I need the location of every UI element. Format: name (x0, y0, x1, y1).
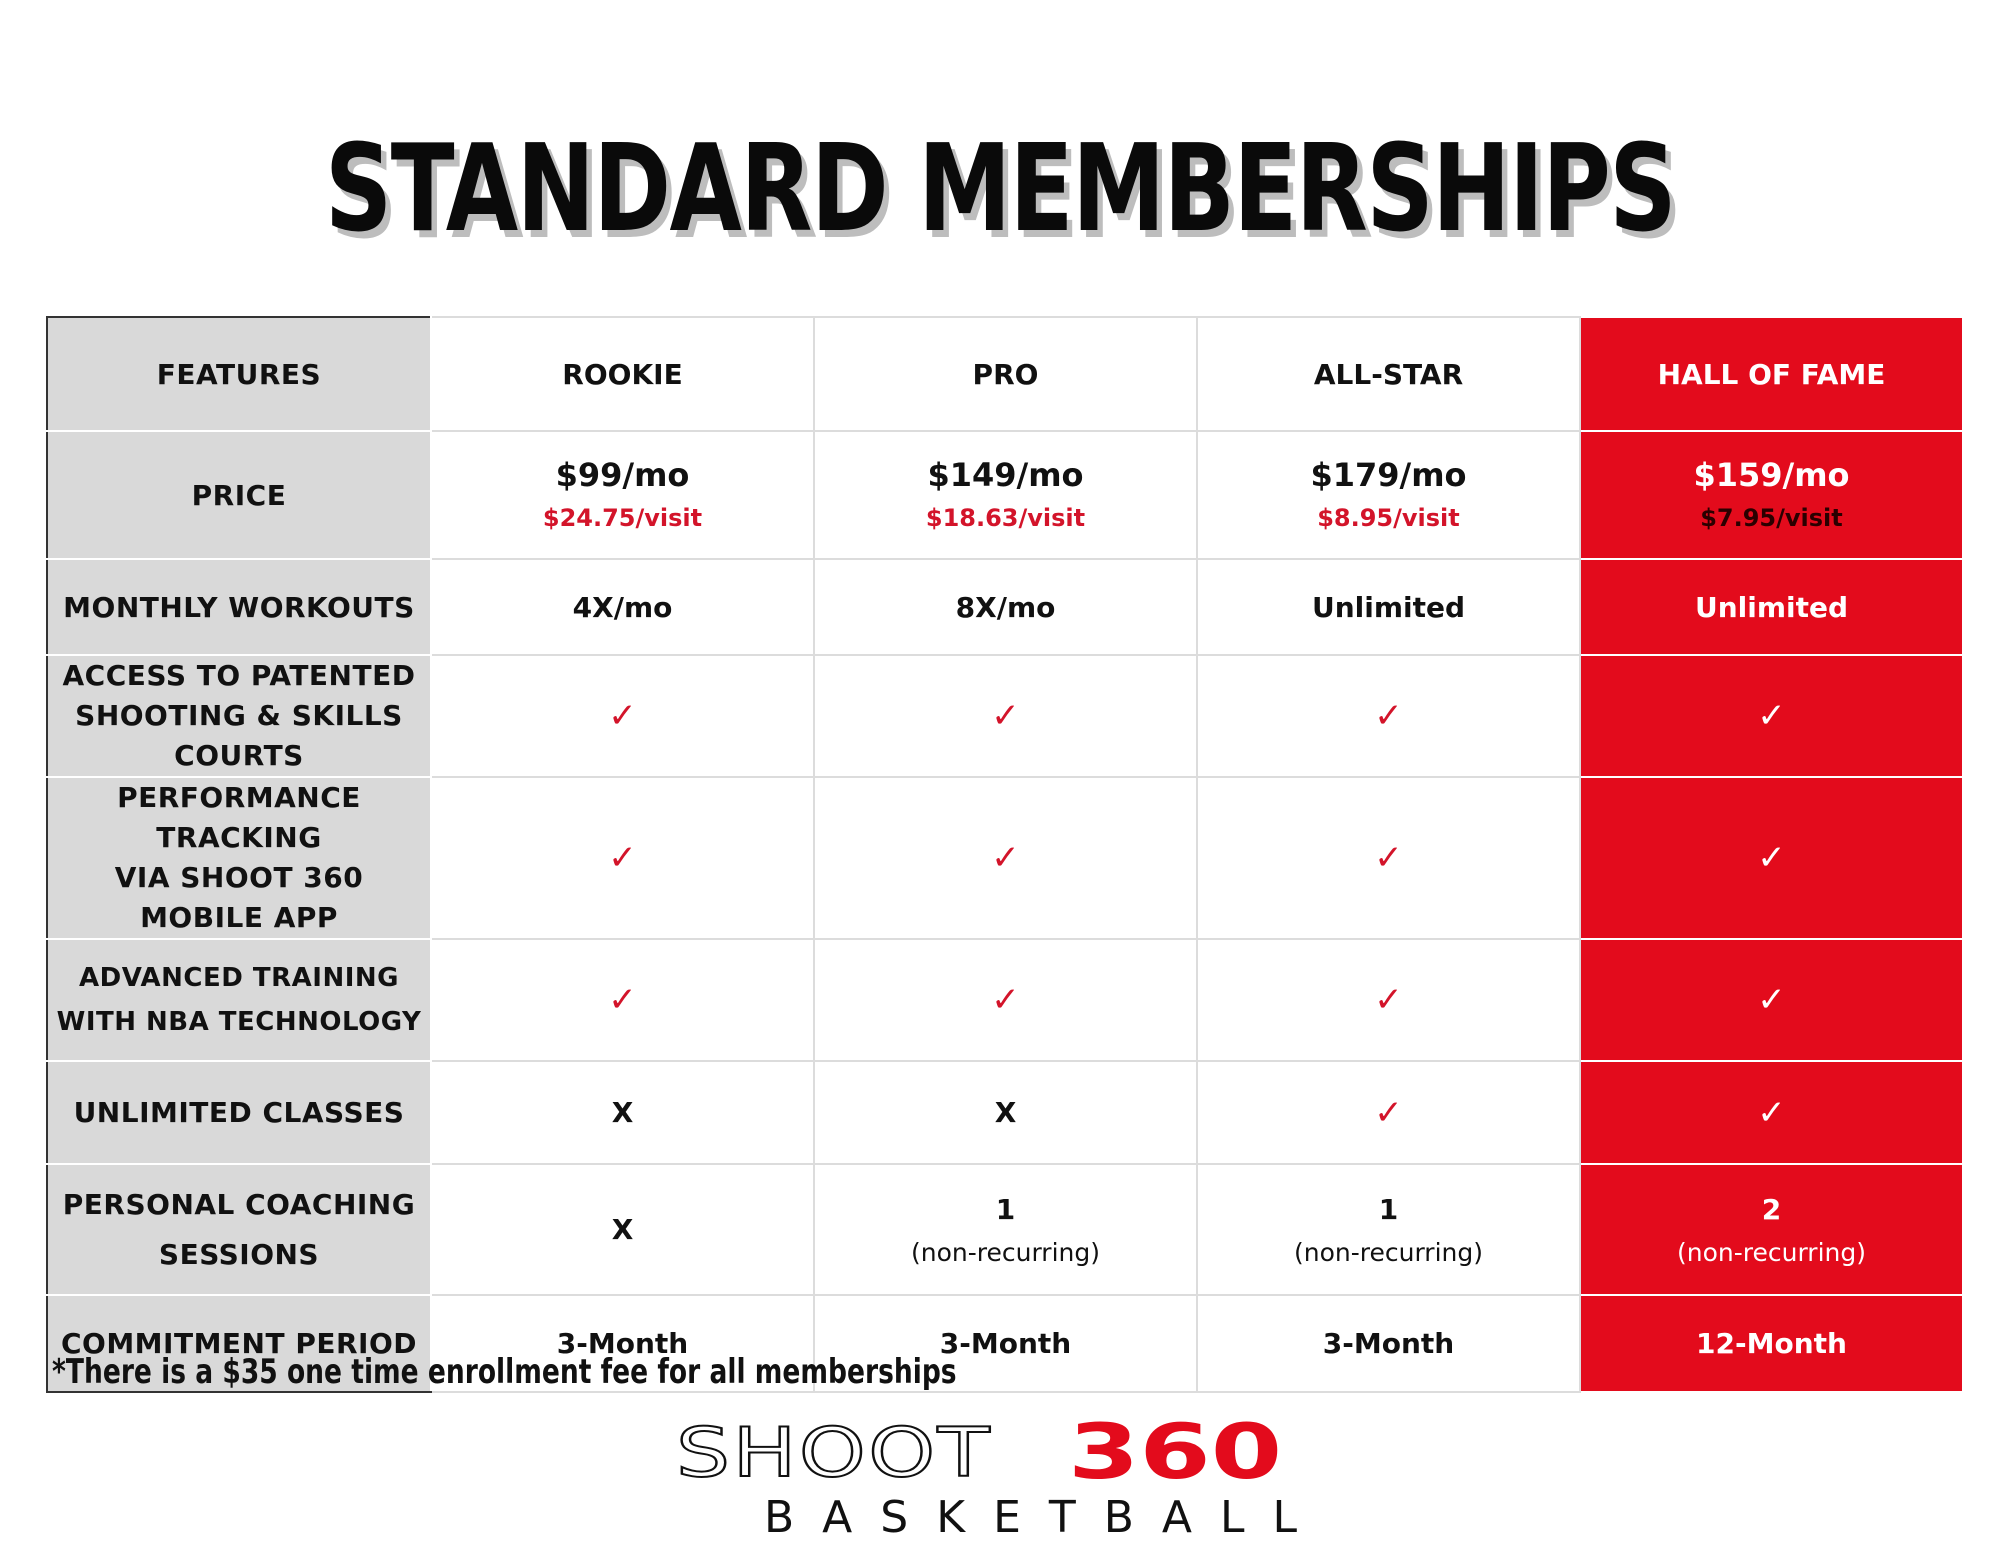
table-cell (814, 777, 1197, 939)
row-label-line: SESSIONS (158, 1237, 320, 1271)
row-label-coaching (47, 1164, 431, 1295)
row-label-workouts: MONTHLY WORKOUTS (47, 559, 431, 655)
table-cell (1197, 777, 1580, 939)
row-label-line: WITH NBA TECHNOLOGY (56, 1007, 422, 1037)
table-cell (814, 655, 1197, 777)
price-per-visit: $7.95/visit (1700, 504, 1843, 532)
session-note: (non-recurring) (1677, 1237, 1866, 1267)
table-cell: X (431, 1061, 814, 1164)
column-header-rookie: ROOKIE (431, 317, 814, 431)
check-icon: ✓ (1374, 838, 1403, 878)
table-cell: 3-Month (814, 1295, 1197, 1392)
table-cell: 3-Month (431, 1295, 814, 1392)
check-icon: ✓ (991, 980, 1020, 1020)
table-cell (1197, 1164, 1580, 1295)
table-cell: 3-Month (1197, 1295, 1580, 1392)
table-cell: 4X/mo (431, 559, 814, 655)
table-cell: Unlimited (1197, 559, 1580, 655)
table-cell (814, 939, 1197, 1061)
table-cell (1580, 1061, 1963, 1164)
check-icon: ✓ (1374, 696, 1403, 736)
session-count: 1 (1378, 1192, 1399, 1226)
row-label-line: ACCESS TO PATENTED (62, 659, 416, 692)
table-cell (814, 1164, 1197, 1295)
row-label-line: PERSONAL COACHING (62, 1187, 416, 1221)
check-icon: ✓ (1374, 1092, 1403, 1133)
table-row-price (47, 431, 1963, 559)
table-cell (431, 939, 814, 1061)
table-row-tracking (47, 777, 1963, 939)
price-cell-pro (814, 431, 1197, 559)
column-header-hall-of-fame: HALL OF FAME (1580, 317, 1963, 431)
table-cell: 8X/mo (814, 559, 1197, 655)
check-icon: ✓ (1757, 980, 1786, 1020)
table-cell (431, 777, 814, 939)
table-cell (1580, 655, 1963, 777)
price-monthly: $159/mo (1693, 456, 1850, 494)
check-icon: ✓ (991, 838, 1020, 878)
table-row-coaching (47, 1164, 1963, 1295)
table-cell (1197, 1061, 1580, 1164)
column-header-pro: PRO (814, 317, 1197, 431)
price-monthly: $99/mo (555, 456, 690, 494)
shoot360-logo (676, 1407, 1336, 1543)
session-count: 2 (1761, 1192, 1782, 1226)
row-label-courts (47, 655, 431, 777)
header-row (47, 317, 1963, 431)
price-per-visit: $18.63/visit (925, 504, 1086, 532)
page-title: STANDARD MEMBERSHIPS (324, 120, 1676, 259)
row-label-line: PERFORMANCE TRACKING (117, 781, 361, 854)
logo-word: SHOOT (676, 1414, 993, 1493)
row-label-price: PRICE (47, 431, 431, 559)
table-cell (431, 655, 814, 777)
logo-number: 360 (1068, 1407, 1283, 1496)
table-row-classes (47, 1061, 1963, 1164)
check-icon: ✓ (991, 696, 1020, 736)
row-label-line: SHOOTING & SKILLS COURTS (75, 699, 403, 772)
enrollment-footnote: *There is a $35 one time enrollment fee for all memberships (52, 1352, 957, 1392)
price-monthly: $179/mo (1310, 456, 1467, 494)
check-icon: ✓ (1757, 696, 1786, 736)
session-count: 1 (995, 1192, 1016, 1226)
session-note: (non-recurring) (911, 1237, 1100, 1267)
table-cell: X (814, 1061, 1197, 1164)
price-cell-rookie (431, 431, 814, 559)
row-label-training (47, 939, 431, 1061)
table-row-workouts (47, 559, 1963, 655)
table-cell (1580, 939, 1963, 1061)
column-header-features: FEATURES (47, 317, 431, 431)
price-cell-all-star (1197, 431, 1580, 559)
row-label-tracking (47, 777, 431, 939)
table-cell (1197, 655, 1580, 777)
table-row-courts (47, 655, 1963, 777)
table-cell (1580, 777, 1963, 939)
table-cell (431, 1164, 814, 1295)
row-label-line: ADVANCED TRAINING (78, 963, 399, 993)
check-icon: ✓ (1757, 1092, 1786, 1133)
column-header-all-star: ALL-STAR (1197, 317, 1580, 431)
row-label-commitment: COMMITMENT PERIOD (47, 1295, 431, 1392)
row-label-line: VIA SHOOT 360 MOBILE APP (114, 861, 364, 934)
logo-subtitle: BASKETBALL (764, 1492, 1326, 1543)
check-icon: ✓ (1374, 980, 1403, 1020)
price-cell-hall-of-fame (1580, 431, 1963, 559)
price-per-visit: $24.75/visit (542, 504, 703, 532)
check-icon: ✓ (608, 980, 637, 1020)
table-cell (1580, 1164, 1963, 1295)
price-per-visit: $8.95/visit (1317, 504, 1460, 532)
session-note: (non-recurring) (1294, 1237, 1483, 1267)
table-row-training (47, 939, 1963, 1061)
table-cell: Unlimited (1580, 559, 1963, 655)
check-icon: ✓ (608, 838, 637, 878)
row-label-classes: UNLIMITED CLASSES (47, 1061, 431, 1164)
price-monthly: $149/mo (927, 456, 1084, 494)
table-cell (1197, 939, 1580, 1061)
membership-table (46, 316, 1964, 1393)
table-cell: 12-Month (1580, 1295, 1963, 1392)
check-icon: ✓ (1757, 838, 1786, 878)
session-count: X (611, 1212, 634, 1246)
check-icon: ✓ (608, 696, 637, 736)
